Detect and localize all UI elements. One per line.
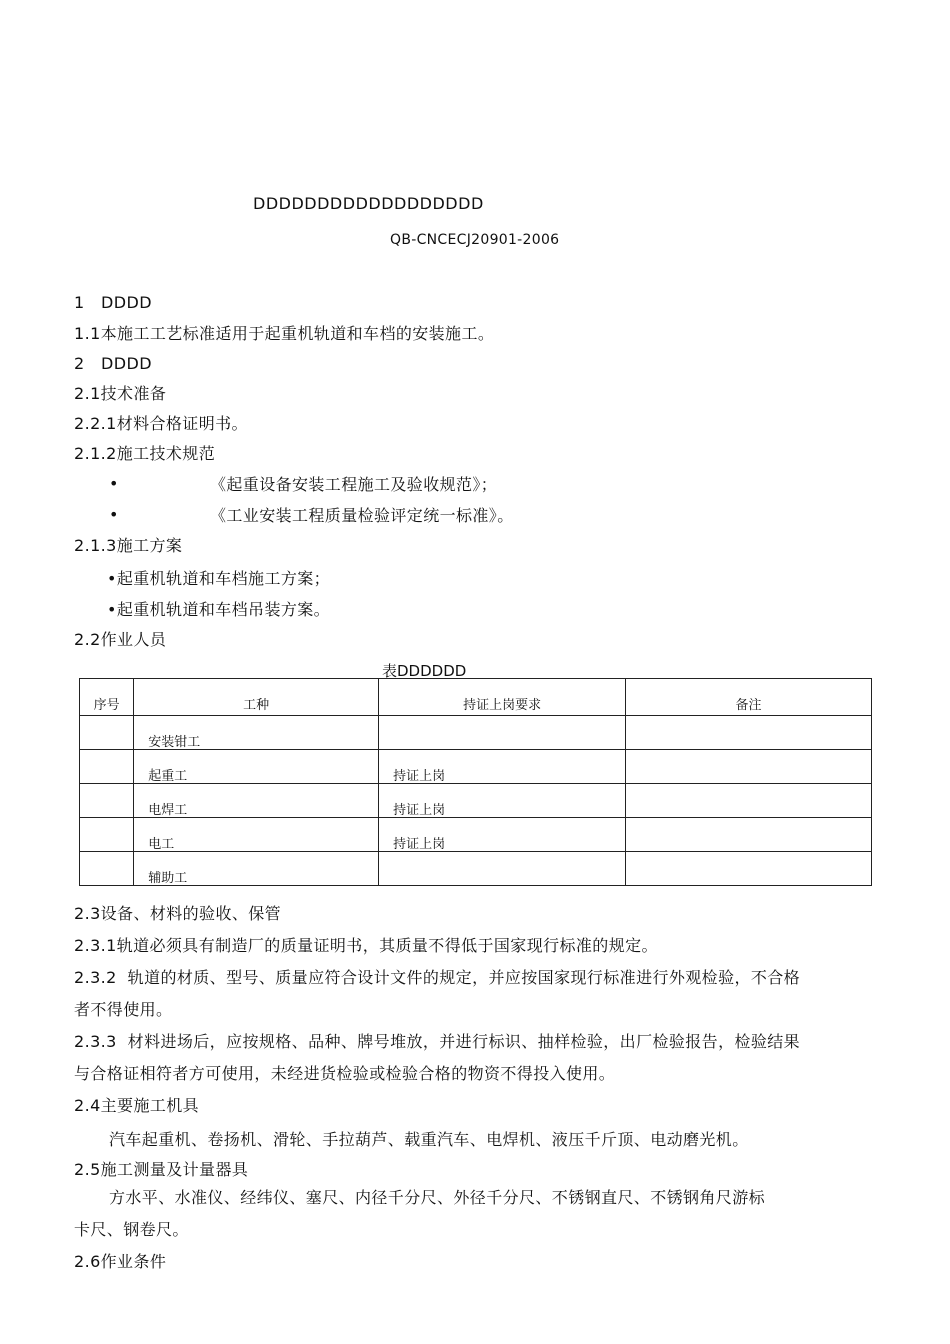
cell-no — [80, 716, 134, 750]
section-2-2-1: 2.2.1材料合格证明书。 — [74, 414, 248, 433]
table-row — [80, 818, 872, 852]
header-remark: 备注 — [626, 679, 872, 716]
section-1-heading: 1 DDDD — [74, 293, 152, 312]
section-2-5-body-line2: 卡尺、钢卷尺。 — [74, 1220, 189, 1239]
cell-no — [80, 818, 134, 852]
cell-remark — [626, 716, 872, 750]
cell-remark — [626, 852, 872, 886]
section-2-3-3-line1: 2.3.3 材料进场后，应按规格、品种、牌号堆放，并进行标识、抽样检验，出厂检验报告，检验结果 — [74, 1032, 801, 1051]
section-2-heading: 2 DDDD — [74, 354, 152, 373]
section-2-5-body-line1: 方水平、水准仪、经纬仪、塞尺、内径千分尺、外径千分尺、不锈钢直尺、不锈钢角尺游标 — [109, 1188, 766, 1207]
table-row — [80, 852, 872, 886]
cell-no — [80, 852, 134, 886]
section-2-1-2: 2.1.2施工技术规范 — [74, 444, 216, 463]
cell-no — [80, 784, 134, 818]
cell-requirement: 持证上岗 — [379, 818, 626, 852]
section-1-1: 1.1本施工工艺标准适用于起重机轨道和车档的安装施工。 — [74, 324, 495, 343]
standard-item-1: 《起重设备安装工程施工及验收规范》； — [210, 475, 498, 494]
cell-requirement — [379, 852, 626, 886]
table-row — [80, 784, 872, 818]
section-2-4-body: 汽车起重机、卷扬机、滑轮、手拉葫芦、载重汽车、电焊机、液压千斤顶、电动磨光机。 — [109, 1130, 749, 1149]
section-2-4: 2.4主要施工机具 — [74, 1096, 200, 1115]
table-row — [80, 750, 872, 784]
section-2-2: 2.2作业人员 — [74, 630, 167, 649]
header-trade: 工种 — [134, 679, 379, 716]
section-2-3-2-line2: 者不得使用。 — [74, 1000, 173, 1019]
standard-item-2: 《工业安装工程质量检验评定统一标准》。 — [210, 506, 514, 525]
table-caption: 表DDDDDD — [382, 662, 467, 680]
cell-trade: 电工 — [134, 818, 379, 852]
table-header-row — [80, 679, 872, 716]
cell-requirement — [379, 716, 626, 750]
cell-remark — [626, 750, 872, 784]
section-2-3-3-line2: 与合格证相符者方可使用，未经进货检验或检验合格的物资不得投入使用。 — [74, 1064, 616, 1083]
plan-item-2: •起重机轨道和车档吊装方案。 — [107, 600, 331, 619]
cell-trade: 起重工 — [134, 750, 379, 784]
table-row — [80, 716, 872, 750]
cell-trade: 电焊工 — [134, 784, 379, 818]
header-no: 序号 — [80, 679, 134, 716]
section-2-6: 2.6作业条件 — [74, 1252, 167, 1271]
document-code: QB-CNCECJ20901-2006 — [390, 232, 560, 248]
cell-remark — [626, 818, 872, 852]
cell-requirement: 持证上岗 — [379, 784, 626, 818]
cell-trade: 安装钳工 — [134, 716, 379, 750]
personnel-table — [79, 678, 872, 886]
cell-trade: 辅助工 — [134, 852, 379, 886]
section-2-3-2-line1: 2.3.2 轨道的材质、型号、质量应符合设计文件的规定，并应按国家现行标准进行外观检验，不合格 — [74, 968, 801, 987]
standard-bullet: • — [109, 474, 119, 493]
cell-remark — [626, 784, 872, 818]
section-2-1: 2.1技术准备 — [74, 384, 167, 403]
section-2-3-1: 2.3.1轨道必须具有制造厂的质量证明书，其质量不得低于国家现行标准的规定。 — [74, 936, 658, 955]
standard-bullet: • — [109, 505, 119, 524]
document-title: DDDDDDDDDDDDDDDDDD — [253, 194, 484, 213]
section-2-3: 2.3设备、材料的验收、保管 — [74, 904, 282, 923]
header-requirement: 持证上岗要求 — [379, 679, 626, 716]
section-2-5: 2.5施工测量及计量器具 — [74, 1160, 249, 1179]
cell-requirement: 持证上岗 — [379, 750, 626, 784]
cell-no — [80, 750, 134, 784]
section-2-1-3: 2.1.3施工方案 — [74, 536, 183, 555]
plan-item-1: •起重机轨道和车档施工方案； — [107, 569, 331, 588]
